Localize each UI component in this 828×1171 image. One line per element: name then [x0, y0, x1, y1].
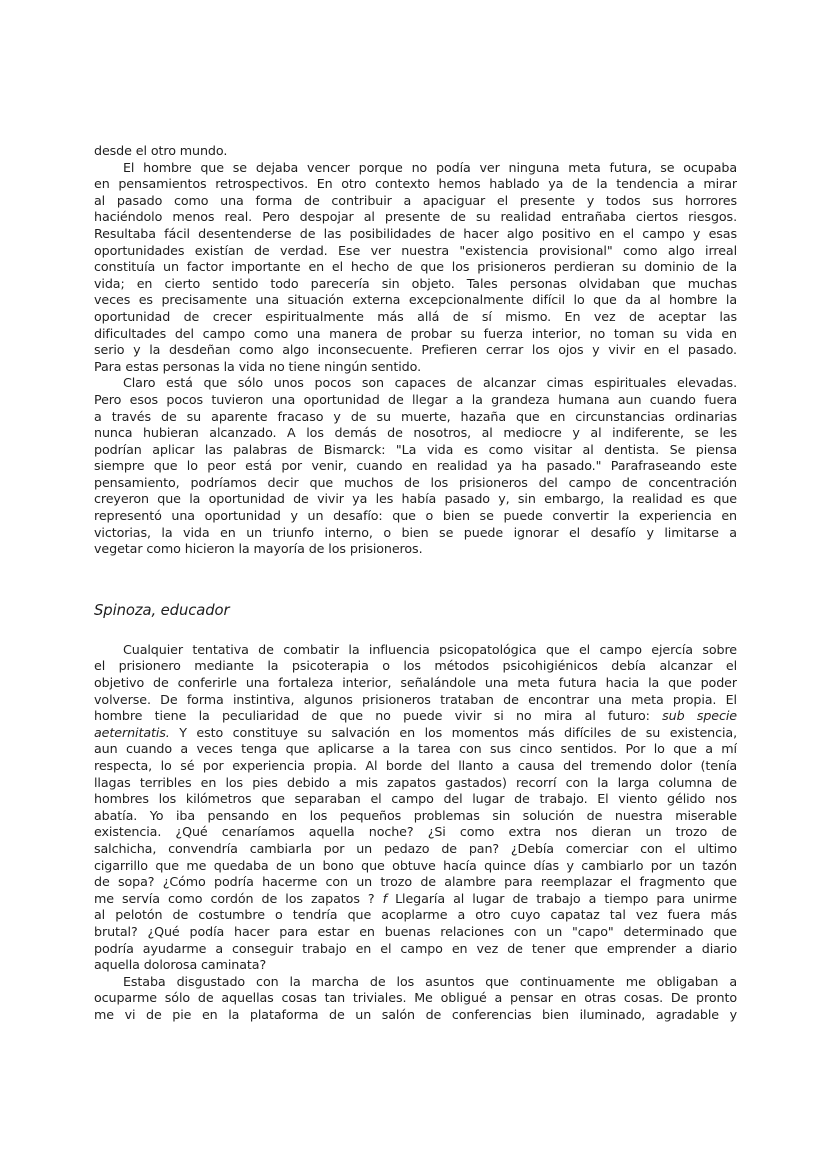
- text-line: podrían aplicar las palabras de Bismarck: "La vida es como visitar al dentista. Se piensa: [94, 441, 737, 457]
- text-line: me vi de pie en la plataforma de un salón de conferencias bien iluminado, agradable y: [94, 1006, 737, 1022]
- paragraph: [94, 143, 737, 160]
- text-line: existencia. ¿Qué cenaríamos aquella noche? ¿Si como extra nos dieran un trozo de: [94, 824, 737, 840]
- text-line: llagas terribles en los pies debido a mis zapatos gastados) recorrí con la larga columna de: [94, 774, 737, 790]
- paragraph: [94, 642, 737, 974]
- text-column: [94, 143, 737, 1024]
- text-line: Pero esos pocos tuvieron una oportunidad de llegar a la grandeza humana aun cuando fuera: [94, 391, 737, 407]
- text-line: El hombre que se dejaba vencer porque no podía ver ninguna meta futura, se ocupaba: [123, 159, 737, 175]
- text-line: a través de su aparente fracaso y de su muerte, hazaña que en circunstancias ordinarias: [94, 408, 737, 424]
- text-line: pensamiento, podríamos decir que muchos de los prisioneros del campo de concentración: [94, 474, 737, 490]
- text-line: representó una oportunidad y un desafío: que o bien se puede convertir la experiencia en: [94, 508, 737, 524]
- text-line: aeternitatis. Y esto constituye su salvación en los momentos más difíciles de su existencia,: [94, 724, 737, 740]
- text-line: hombre tiene la peculiaridad de que no puede vivir si no mira al futuro: sub specie: [94, 708, 737, 724]
- italic-text: f: [382, 890, 388, 906]
- text-line: siempre que lo peor está por venir, cuando en realidad ya ha pasado." Parafraseando este: [94, 458, 737, 474]
- text-line: veces es precisamente una situación externa excepcionalmente difícil lo que da al hombre la: [94, 292, 737, 308]
- text-line: Cualquier tentativa de combatir la influencia psicopatológica que el campo ejercía sobre: [123, 641, 737, 657]
- text-line: cigarrillo que me quedaba de un bono que obtuve hacía quince días y cambiarlo por un tazón: [94, 857, 737, 873]
- text-line: haciéndolo menos real. Pero despojar al presente de su realidad entrañaba ciertos riesgos.: [94, 209, 737, 225]
- text-line: salchicha, convendría cambiarla por un pedazo de pan? ¿Debía comerciar con el ultimo: [94, 840, 737, 856]
- text-line: oportunidad de crecer espiritualmente más allá de sí mismo. En vez de aceptar las: [94, 308, 737, 324]
- text-line: objetivo de conferirle una fortaleza interior, señalándole una meta futura hacia la que poder: [94, 675, 737, 691]
- text-line: Claro está que sólo unos pocos son capaces de alcanzar cimas espirituales elevadas.: [123, 375, 737, 391]
- text-line: brutal? ¿Qué podía hacer para estar en buenas relaciones con un "capo" determinado que: [94, 923, 737, 939]
- section-heading: Spinoza, educador: [94, 601, 230, 619]
- italic-text: aeternitatis.: [94, 724, 170, 740]
- paragraph: [94, 974, 737, 1024]
- text-line: nunca hubieran alcanzado. A los demás de nosotros, al mediocre y al indiferente, se les: [94, 425, 737, 441]
- text-line: oportunidades existían de verdad. Ese ver nuestra "existencia provisional" como algo irreal: [94, 242, 737, 258]
- text-line: Estaba disgustado con la marcha de los asuntos que continuamente me obligaban a: [123, 973, 737, 989]
- text-line: Resultaba fácil desentenderse de las posibilidades de hacer algo positivo en el campo y esas: [94, 225, 737, 241]
- text-line: creyeron que la oportunidad de vivir ya les había pasado y, sin embargo, la realidad es que: [94, 491, 737, 507]
- text-line: en pensamientos retrospectivos. En otro contexto hemos hablado ya de la tendencia a mirar: [94, 176, 737, 192]
- text-line: al pasado como una forma de contribuir a apaciguar el presente y todos sus horrores: [94, 192, 737, 208]
- text-line: dificultades del campo como una manera de probar su fuerza interior, no toman su vida en: [94, 325, 737, 341]
- italic-text: sub specie: [662, 708, 737, 724]
- paragraph: [94, 160, 737, 376]
- text-line: el prisionero mediante la psicoterapia o los métodos psicohigiénicos debía alcanzar el: [94, 658, 737, 674]
- text-line: serio y la desdeñan como algo inconsecuente. Prefieren cerrar los ojos y vivir en el pasado.: [94, 342, 737, 358]
- text-line: Para estas personas la vida no tiene ningún sentido.: [94, 358, 422, 374]
- text-line: constituía un factor importante en el hecho de que los prisioneros perdieran su dominio de la: [94, 259, 737, 275]
- paragraph: [94, 375, 737, 558]
- text-line: aquella dolorosa caminata?: [94, 957, 267, 973]
- text-line: de sopa? ¿Cómo podría hacerme con un trozo de alambre para reemplazar el fragmento que: [94, 874, 737, 890]
- text-line: vegetar como hicieron la mayoría de los prisioneros.: [94, 541, 423, 557]
- text-line: ocuparme sólo de aquellas cosas tan triviales. Me obligué a pensar en otras cosas. De pronto: [94, 990, 737, 1006]
- text-line: respecta, lo sé por experiencia propia. Al borde del llanto a causa del tremendo dolor (tenía: [94, 758, 737, 773]
- text-line: aun cuando a veces tenga que aplicarse a la tarea con sus cinco sentidos. Por lo que a mí: [94, 741, 737, 757]
- text-line: podría ayudarme a conseguir trabajo en el campo en vez de tener que emprender a diario: [94, 940, 737, 956]
- text-line: al pelotón de costumbre o tendría que acoplarme a otro cuyo capataz tal vez fuera más: [94, 907, 737, 923]
- text-line: volverse. De forma instintiva, algunos prisioneros trataban de encontrar una meta propia. El: [94, 691, 737, 707]
- text-line: desde el otro mundo.: [94, 143, 228, 158]
- text-line: victorias, la vida en un triunfo interno, o bien se puede ignorar el desafío y limitarse a: [94, 524, 737, 540]
- text-line: abatía. Yo iba pensando en los pequeños problemas sin solución de nuestra miserable: [94, 807, 737, 823]
- text-line: vida; en cierto sentido todo parecería sin objeto. Tales personas olvidaban que muchas: [94, 275, 737, 291]
- text-line: me servía como cordón de los zapatos ? f Llegaría al lugar de trabajo a tiempo para unirme: [94, 890, 737, 906]
- text-line: hombres los kilómetros que separaban el campo del lugar de trabajo. El viento gélido nos: [94, 791, 737, 807]
